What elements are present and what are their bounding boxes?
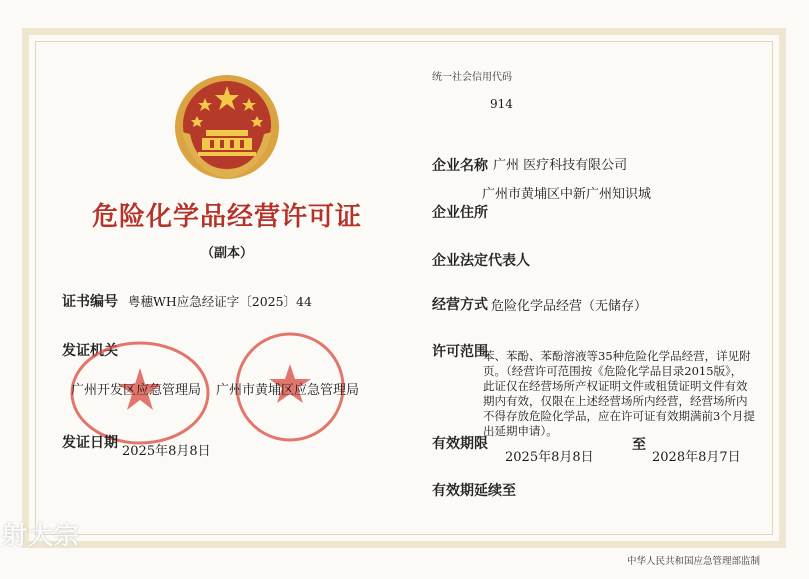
issue-date-value: 2025年8月8日 (122, 444, 211, 459)
company-name-label: 企业名称 (432, 158, 488, 174)
scope-line: 出延期申请）。 (483, 424, 558, 438)
validity-label: 有效期限 (432, 436, 488, 452)
legal-rep-label: 企业法定代表人 (432, 253, 530, 269)
issue-date-label: 发证日期 (62, 435, 118, 451)
cert-no-label: 证书编号 (62, 294, 118, 310)
issuer-label: 发证机关 (62, 343, 118, 359)
footer-issuer: 中华人民共和国应急管理部监制 (627, 556, 761, 567)
business-mode-label: 经营方式 (432, 297, 488, 313)
company-name-value: 广州 医疗科技有限公司 (493, 158, 628, 173)
scope-line: 苯、苯酚、苯酚溶液等35种危险化学品经营，详见附 (483, 349, 751, 363)
issuer-2: 广州市黄埔区应急管理局 (216, 383, 360, 398)
validity-to: 2028年8月7日 (652, 450, 741, 465)
credit-code-value: 914 (490, 97, 513, 111)
credit-code-label: 统一社会信用代码 (432, 72, 512, 83)
extension-label: 有效期延续至 (432, 483, 516, 499)
business-mode-value: 危险化学品经营（无储存） (491, 299, 648, 314)
scope-line: 此证仅在经营场所产权证明文件或租赁证明文件有效 (483, 379, 748, 393)
certificate-subtitle: （副本） (200, 246, 253, 261)
scope-line: 期内有效，仅限在上述经营场所内经营，经营场所内 (483, 394, 748, 408)
certificate-title: 危险化学品经营许可证 (91, 202, 362, 232)
validity-from: 2025年8月8日 (505, 450, 594, 465)
national-emblem-icon (172, 72, 282, 182)
scope-line: 不得存放危险化学品，应在许可证有效期满前3个月提 (483, 409, 755, 423)
scope-line: 页。（经营许可范围按《危险化学品目录2015版》， (483, 364, 743, 378)
validity-to-label: 至 (632, 437, 646, 453)
address-value: 广州市黄埔区中新广州知识城 (482, 187, 652, 202)
issuer-1: 广州开发区应急管理局 (71, 383, 202, 398)
cert-no-value: 粤穗WH应急经证字〔2025〕44 (128, 294, 312, 309)
scope-label: 许可范围 (432, 344, 488, 360)
scope-text (483, 349, 768, 439)
watermark: 射大宗 (2, 521, 81, 550)
address-label: 企业住所 (432, 205, 488, 221)
